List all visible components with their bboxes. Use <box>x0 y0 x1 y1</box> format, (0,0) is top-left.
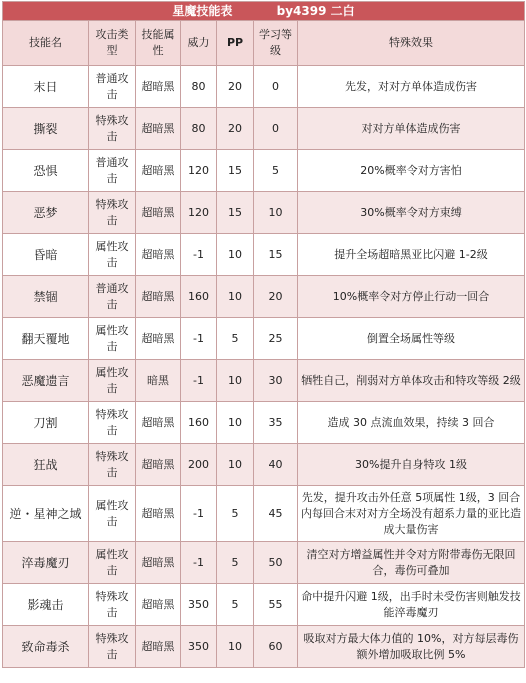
skill-attribute: 超暗黑 <box>136 486 181 542</box>
skill-name: 致命毒杀 <box>3 626 89 668</box>
special-effect: 清空对方增益属性并令对方附带毒伤无限回合，毒伤可叠加 <box>298 542 525 584</box>
attack-type: 属性攻击 <box>89 360 136 402</box>
pp-value: 5 <box>217 542 254 584</box>
header-row <box>3 21 525 66</box>
skill-name: 狂战 <box>3 444 89 486</box>
pp-value: 20 <box>217 66 254 108</box>
skill-name: 影魂击 <box>3 584 89 626</box>
table-author: by4399 二白 <box>276 4 355 18</box>
learn-level: 35 <box>254 402 298 444</box>
skill-name: 刀割 <box>3 402 89 444</box>
pp-value: 5 <box>217 486 254 542</box>
power-value: -1 <box>181 360 217 402</box>
power-value: -1 <box>181 318 217 360</box>
skill-attribute: 超暗黑 <box>136 444 181 486</box>
header-power: 威力 <box>181 21 217 66</box>
skill-name: 逆・星神之域 <box>3 486 89 542</box>
attack-type: 普通攻击 <box>89 150 136 192</box>
power-value: 200 <box>181 444 217 486</box>
table-row <box>3 360 525 402</box>
skill-name: 撕裂 <box>3 108 89 150</box>
learn-level: 20 <box>254 276 298 318</box>
learn-level: 60 <box>254 626 298 668</box>
learn-level: 5 <box>254 150 298 192</box>
power-value: 350 <box>181 584 217 626</box>
attack-type: 特殊攻击 <box>89 584 136 626</box>
power-value: 160 <box>181 276 217 318</box>
attack-type: 特殊攻击 <box>89 444 136 486</box>
table-row <box>3 444 525 486</box>
power-value: 80 <box>181 108 217 150</box>
header-type: 攻击类型 <box>89 21 136 66</box>
skill-attribute: 超暗黑 <box>136 402 181 444</box>
pp-value: 15 <box>217 150 254 192</box>
pp-value: 5 <box>217 584 254 626</box>
power-value: 120 <box>181 192 217 234</box>
table-row <box>3 234 525 276</box>
power-value: 80 <box>181 66 217 108</box>
attack-type: 属性攻击 <box>89 318 136 360</box>
learn-level: 25 <box>254 318 298 360</box>
attack-type: 属性攻击 <box>89 234 136 276</box>
special-effect: 牺牲自己，削弱对方单体攻击和特攻等级 2级 <box>298 360 525 402</box>
skill-name: 禁锢 <box>3 276 89 318</box>
special-effect: 30%提升自身特攻 1级 <box>298 444 525 486</box>
attack-type: 普通攻击 <box>89 66 136 108</box>
skill-attribute: 超暗黑 <box>136 234 181 276</box>
attack-type: 特殊攻击 <box>89 626 136 668</box>
power-value: -1 <box>181 234 217 276</box>
table-row <box>3 192 525 234</box>
title-row <box>3 2 525 21</box>
pp-value: 10 <box>217 234 254 276</box>
table-row <box>3 626 525 668</box>
pp-value: 20 <box>217 108 254 150</box>
special-effect: 20%概率令对方害怕 <box>298 150 525 192</box>
pp-value: 15 <box>217 192 254 234</box>
table-row <box>3 318 525 360</box>
attack-type: 属性攻击 <box>89 542 136 584</box>
header-level: 学习等级 <box>254 21 298 66</box>
table-title: 星魔技能表 <box>172 4 233 18</box>
skill-name: 淬毒魔刃 <box>3 542 89 584</box>
special-effect: 吸取对方最大体力值的 10%，对方每层毒伤额外增加吸取比例 5% <box>298 626 525 668</box>
special-effect: 30%概率令对方束缚 <box>298 192 525 234</box>
table-row <box>3 402 525 444</box>
special-effect: 先发，提升攻击外任意 5项属性 1级，3 回合内每回合末对对方全场没有超系力量的亚比造成大量伤害 <box>298 486 525 542</box>
table-row <box>3 66 525 108</box>
skill-attribute: 暗黑 <box>136 360 181 402</box>
special-effect: 提升全场超暗黑亚比闪避 1-2级 <box>298 234 525 276</box>
learn-level: 0 <box>254 66 298 108</box>
header-attr: 技能属性 <box>136 21 181 66</box>
attack-type: 特殊攻击 <box>89 192 136 234</box>
pp-value: 10 <box>217 444 254 486</box>
skill-name: 恐惧 <box>3 150 89 192</box>
special-effect: 命中提升闪避 1级，出手时未受伤害则触发技能淬毒魔刃 <box>298 584 525 626</box>
attack-type: 特殊攻击 <box>89 108 136 150</box>
special-effect: 倒置全场属性等级 <box>298 318 525 360</box>
special-effect: 10%概率令对方停止行动一回合 <box>298 276 525 318</box>
special-effect: 先发，对对方单体造成伤害 <box>298 66 525 108</box>
power-value: -1 <box>181 542 217 584</box>
table-row <box>3 108 525 150</box>
pp-value: 10 <box>217 276 254 318</box>
skill-attribute: 超暗黑 <box>136 626 181 668</box>
skill-table-container <box>2 1 524 668</box>
attack-type: 普通攻击 <box>89 276 136 318</box>
skill-attribute: 超暗黑 <box>136 150 181 192</box>
learn-level: 0 <box>254 108 298 150</box>
skill-table <box>2 1 525 668</box>
skill-name: 昏暗 <box>3 234 89 276</box>
pp-value: 10 <box>217 402 254 444</box>
table-row <box>3 276 525 318</box>
pp-value: 5 <box>217 318 254 360</box>
special-effect: 造成 30 点流血效果，持续 3 回合 <box>298 402 525 444</box>
skill-attribute: 超暗黑 <box>136 542 181 584</box>
skill-attribute: 超暗黑 <box>136 318 181 360</box>
power-value: 350 <box>181 626 217 668</box>
learn-level: 30 <box>254 360 298 402</box>
learn-level: 55 <box>254 584 298 626</box>
table-row <box>3 542 525 584</box>
table-row <box>3 150 525 192</box>
header-name: 技能名 <box>3 21 89 66</box>
pp-value: 10 <box>217 626 254 668</box>
power-value: 160 <box>181 402 217 444</box>
power-value: 120 <box>181 150 217 192</box>
skill-attribute: 超暗黑 <box>136 276 181 318</box>
attack-type: 属性攻击 <box>89 486 136 542</box>
header-effect: 特殊效果 <box>298 21 525 66</box>
learn-level: 40 <box>254 444 298 486</box>
table-row <box>3 584 525 626</box>
learn-level: 10 <box>254 192 298 234</box>
header-pp: PP <box>217 21 254 66</box>
power-value: -1 <box>181 486 217 542</box>
skill-name: 恶魔遗言 <box>3 360 89 402</box>
skill-attribute: 超暗黑 <box>136 192 181 234</box>
learn-level: 45 <box>254 486 298 542</box>
skill-name: 恶梦 <box>3 192 89 234</box>
skill-attribute: 超暗黑 <box>136 584 181 626</box>
special-effect: 对对方单体造成伤害 <box>298 108 525 150</box>
skill-name: 翻天覆地 <box>3 318 89 360</box>
learn-level: 15 <box>254 234 298 276</box>
table-row <box>3 486 525 542</box>
pp-value: 10 <box>217 360 254 402</box>
skill-name: 末日 <box>3 66 89 108</box>
learn-level: 50 <box>254 542 298 584</box>
attack-type: 特殊攻击 <box>89 402 136 444</box>
skill-attribute: 超暗黑 <box>136 108 181 150</box>
skill-attribute: 超暗黑 <box>136 66 181 108</box>
